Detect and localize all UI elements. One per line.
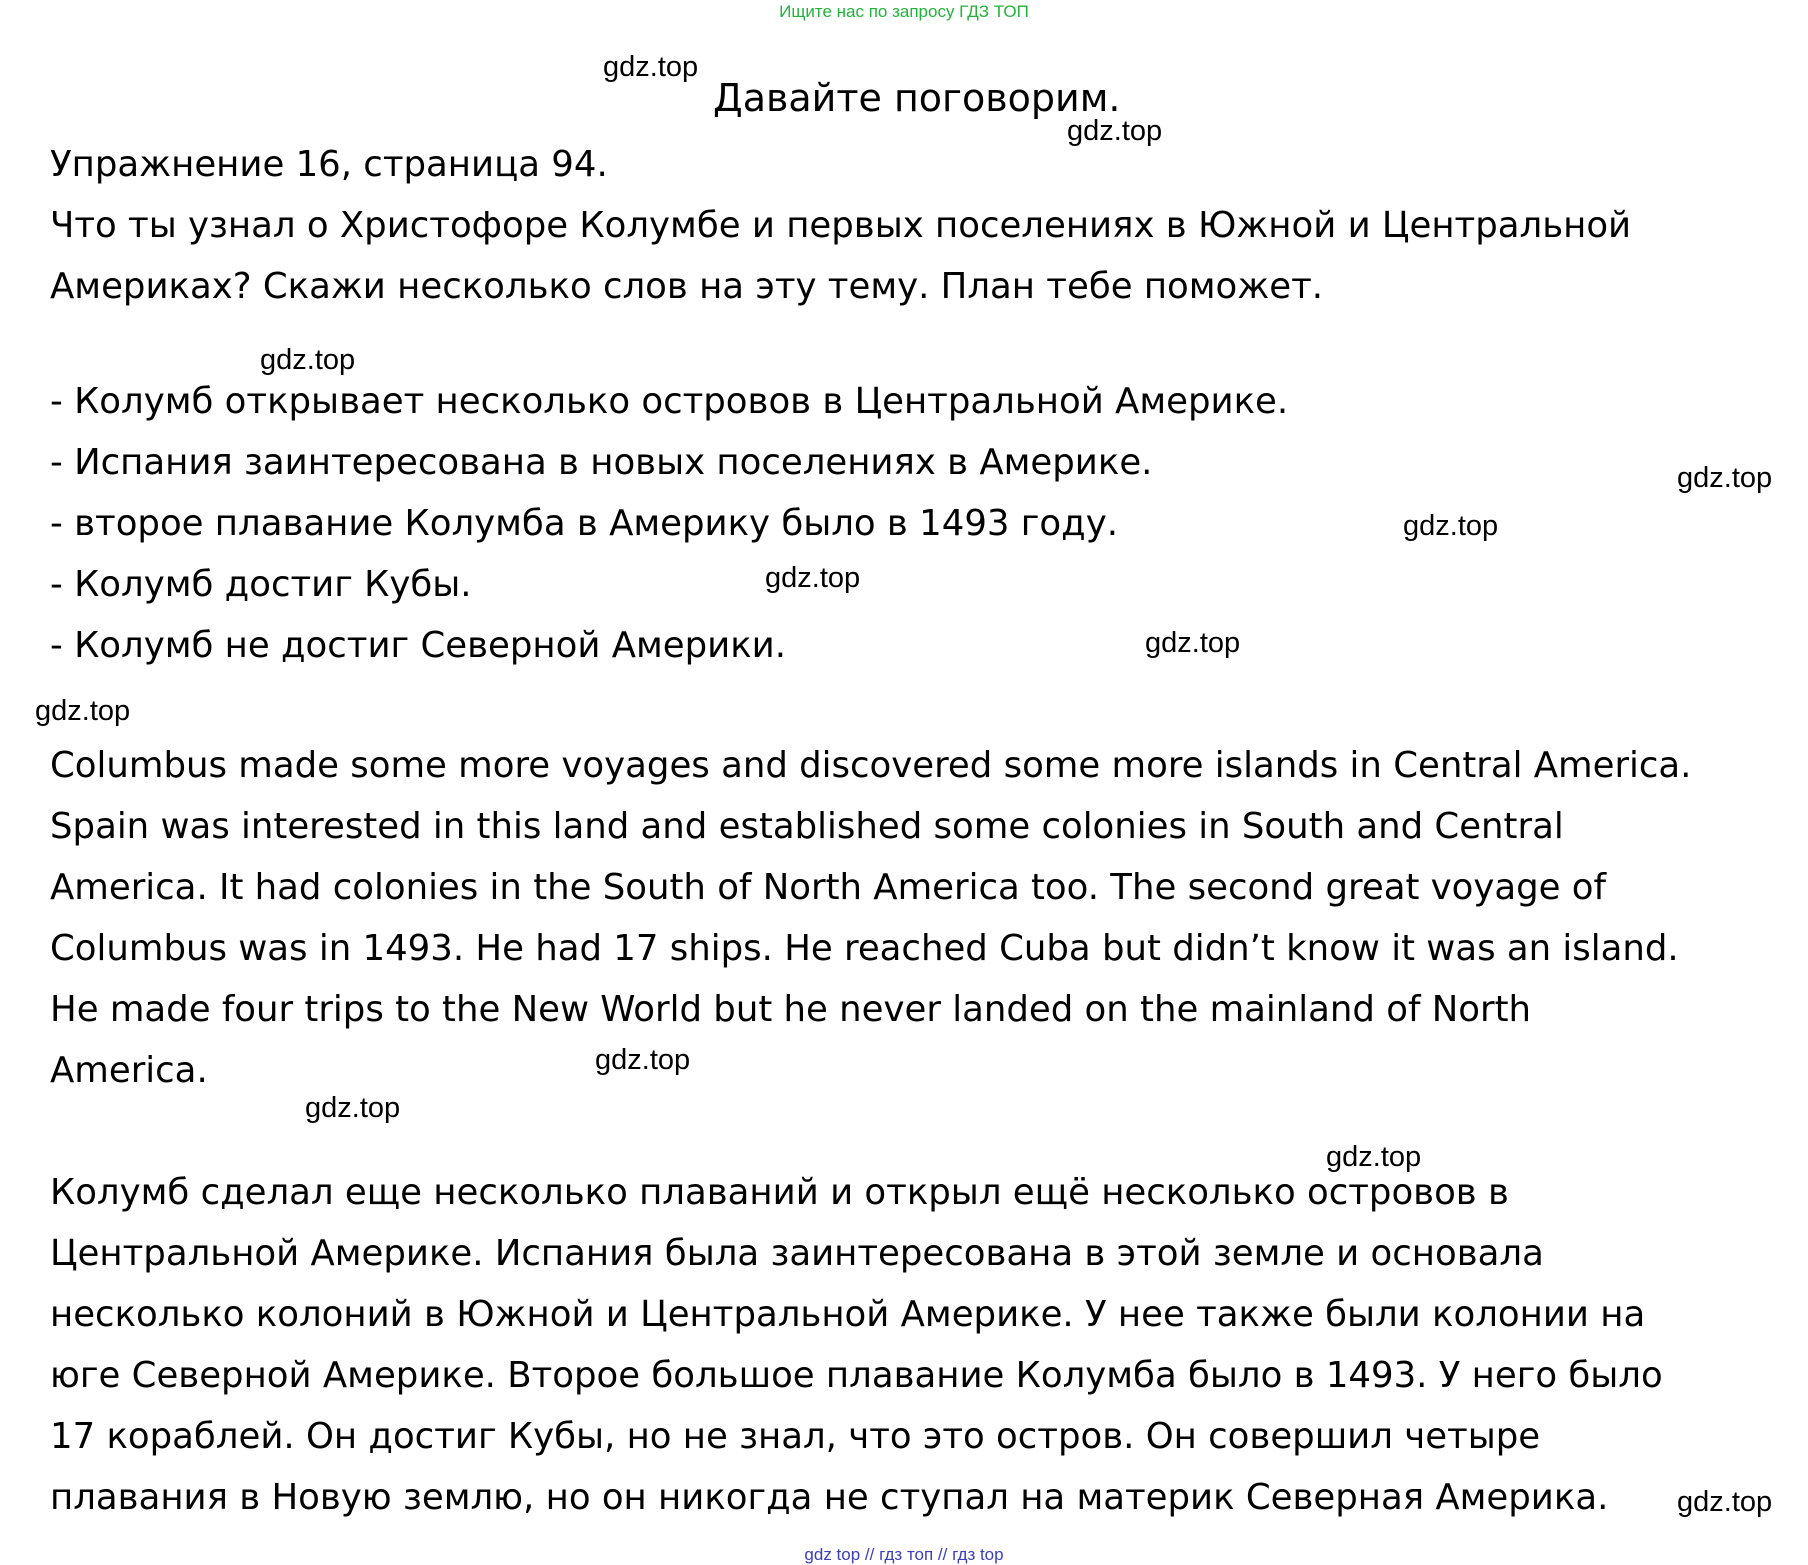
russian-translation: [50, 1162, 1663, 1528]
russian-translation-line: юге Северной Америке. Второе большое плавание Колумба было в 1493. У него было: [50, 1355, 1663, 1396]
watermark: gdz.top: [1403, 510, 1499, 542]
watermark: gdz.top: [1677, 1486, 1773, 1518]
english-answer-line: Columbus made some more voyages and discovered some more islands in Central America.: [50, 745, 1692, 786]
plan-item: - Испания заинтересована в новых поселениях в Америке.: [50, 442, 1153, 483]
watermark: gdz.top: [765, 562, 861, 594]
plan-item: - Колумб не достиг Северной Америки.: [50, 625, 787, 666]
english-answer-line: He made four trips to the New World but he never landed on the mainland of North: [50, 989, 1532, 1030]
watermark: gdz.top: [1145, 627, 1241, 659]
watermark: gdz.top: [260, 344, 356, 376]
watermark: gdz.top: [603, 51, 699, 83]
exercise-block: [50, 134, 1631, 317]
english-answer-line: Spain was interested in this land and established some colonies in South and Central: [50, 806, 1564, 847]
footer-text: gdz top // гдз топ // гдз top: [804, 1545, 1004, 1564]
watermark: gdz.top: [305, 1092, 401, 1124]
english-answer-line: America.: [50, 1050, 208, 1091]
russian-translation-line: Колумб сделал еще несколько плаваний и открыл ещё несколько островов в: [50, 1172, 1509, 1213]
russian-translation-line: Центральной Америке. Испания была заинтересована в этой земле и основала: [50, 1233, 1544, 1274]
page-title: Давайте поговорим.: [713, 76, 1121, 120]
english-answer-line: America. It had colonies in the South of North America too. The second great voyage of: [50, 867, 1607, 908]
watermark: gdz.top: [1326, 1141, 1422, 1173]
exercise-question-line: Что ты узнал о Христофоре Колумбе и первых поселениях в Южной и Центральной: [50, 205, 1632, 246]
watermark: gdz.top: [595, 1044, 691, 1076]
plan-list: [50, 371, 1288, 676]
search-banner: Ищите нас по запросу ГДЗ ТОП: [779, 2, 1029, 21]
watermark: gdz.top: [1067, 115, 1163, 147]
watermark: gdz.top: [1677, 462, 1773, 494]
plan-item: - второе плавание Колумба в Америку было в 1493 году.: [50, 503, 1118, 544]
english-answer-line: Columbus was in 1493. He had 17 ships. He reached Cuba but didn’t know it was an island.: [50, 928, 1679, 969]
plan-item: - Колумб открывает несколько островов в Центральной Америке.: [50, 381, 1289, 422]
exercise-question-line: Америках? Скажи несколько слов на эту тему. План тебе поможет.: [50, 266, 1324, 307]
plan-item: - Колумб достиг Кубы.: [50, 564, 472, 605]
russian-translation-line: несколько колоний в Южной и Центральной Америке. У нее также были колонии на: [50, 1294, 1646, 1335]
watermark: gdz.top: [35, 695, 131, 727]
exercise-heading: Упражнение 16, страница 94.: [50, 144, 608, 185]
russian-translation-line: 17 кораблей. Он достиг Кубы, но не знал, что это остров. Он совершил четыре: [50, 1416, 1541, 1457]
russian-translation-line: плавания в Новую землю, но он никогда не ступал на материк Северная Америка.: [50, 1477, 1609, 1518]
english-answer: [50, 735, 1691, 1101]
